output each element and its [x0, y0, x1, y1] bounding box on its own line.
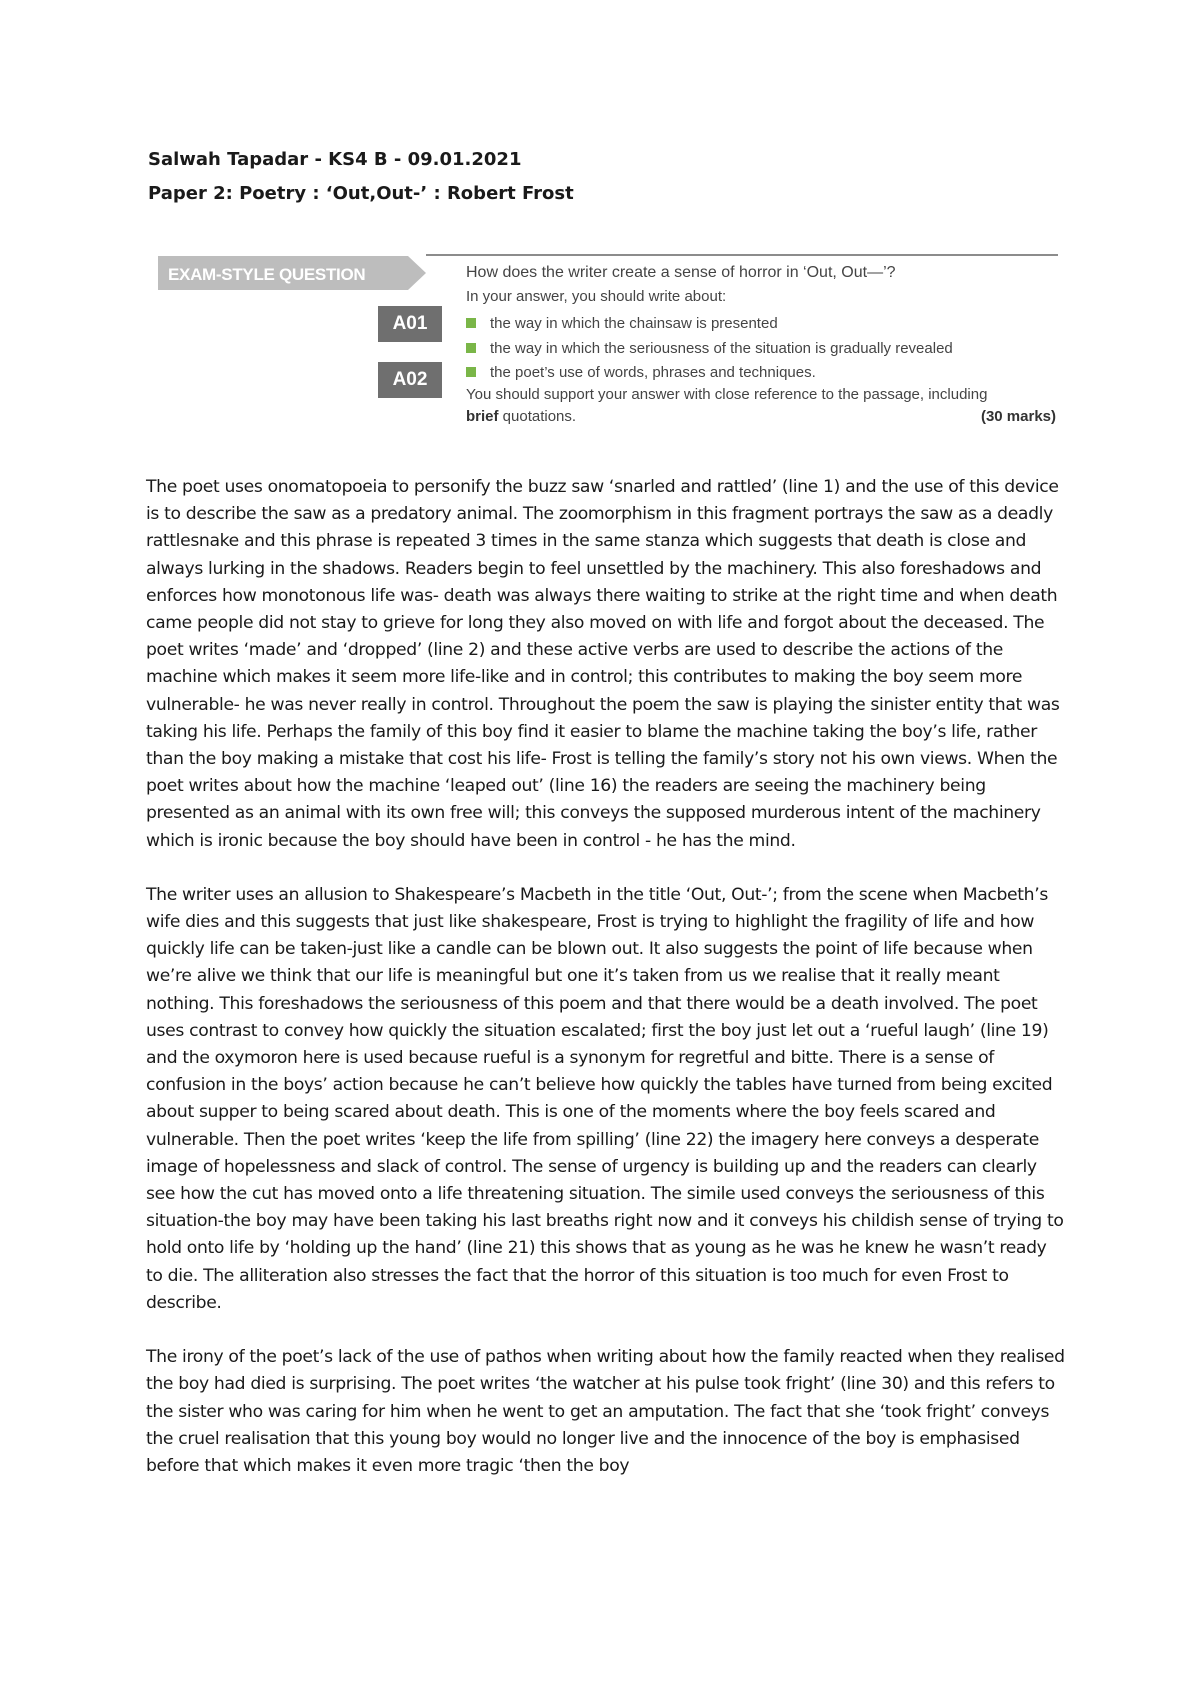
- essay-paragraph: The writer uses an allusion to Shakespeare’s Macbeth in the title ‘Out, Out-’; from the scene when Macbeth’s wife dies and this suggests that just like shakespeare, Frost is trying to highlight the fragility of life and how quickly life can be taken-just like a candle can be blown out. It also suggests the point of life because when we’re alive we think that our life is meaningful but one it’s taken from us we realise that it really meant nothing. This foreshadows the seriousness of this poem and that there would be a death involved. The poet uses contrast to convey how quickly the situation escalated; first the boy just let out a ‘rueful laugh’ (line 19) and the oxymoron here is used because rueful is a synonym for regretful and bitte. There is a sense of confusion in the boys’ action because he can’t believe how quickly the tables have turned from being excited about supper to being scared about death. This is one of the moments where the boy feels scared and vulnerable. Then the poet writes ‘keep the life from spilling’ (line 22) the imagery here conveys a desperate image of hopelessness and slack of control. The sense of urgency is building up and the readers can clearly see how the cut has moved onto a life threatening situation. The simile used conveys the seriousness of this situation-the boy may have been taking his last breaths right now and it conveys his childish sense of trying to hold onto life by ‘holding up the hand’ (line 21) this shows that as young as he was he knew he wasn’t ready to die. The alliteration also stresses the fact that the horror of this situation is too much for even Frost to describe.: [146, 884, 1064, 1313]
- bullet-text: the poet’s use of words, phrases and techniques.: [490, 364, 816, 381]
- essay-paragraph: The poet uses onomatopoeia to personify the buzz saw ‘snarled and rattled’ (line 1) and the use of this device is to describe the saw as a predatory animal. The zoomorphism in this fragment portrays the saw as a deadly rattlesnake and this phrase is repeated 3 times in the same stanza which suggests that death is close and always lurking in the shadows. Readers begin to feel unsettled by the machinery. This also foreshadows and enforces how monotonous life was- death was always there waiting to strike at the right time and when death came people did not stay to grieve for long they also moved on with life and forgot about the deceased. The poet writes ‘made’ and ‘dropped’ (line 2) and these active verbs are used to describe the actions of the machine which makes it seem more life-like and in control; this contributes to making the boy seem more vulnerable- he was never really in control. Throughout the poem the saw is playing the sinister entity that was taking his life. Perhaps the family of this boy find it easier to blame the machine taking the boy’s life, rather than the boy making a mistake that cost his life- Frost is telling the family’s story not his own views. When the poet writes about how the machine ‘leaped out’ (line 16) the readers are seeing the machinery being presented as an animal with its own free will; this conveys the supposed murderous intent of the machinery which is ironic because the boy should have been in control - he has the mind.: [146, 477, 1060, 851]
- author-class-date: Salwah Tapadar - KS4 B - 09.01.2021: [148, 149, 522, 170]
- bullet-item: [466, 362, 816, 382]
- essay-body: [146, 474, 1066, 1507]
- marks-label: (30 marks): [980, 408, 1056, 425]
- quotations-text: quotations.: [498, 408, 577, 425]
- exam-banner-label: EXAM-STYLE QUESTION: [168, 265, 366, 284]
- divider: [426, 254, 1058, 256]
- bullet-item: [466, 338, 953, 358]
- exam-instruction: In your answer, you should write about:: [466, 288, 727, 305]
- ao1-badge: A01: [378, 306, 442, 342]
- bullet-text: the way in which the chainsaw is presented: [490, 315, 778, 332]
- exam-banner: [158, 256, 408, 290]
- exam-question: How does the writer create a sense of horror in ‘Out, Out—’?: [466, 264, 896, 281]
- bullet-text: the way in which the seriousness of the situation is gradually revealed: [490, 340, 953, 357]
- exam-brief-line: [466, 408, 1056, 425]
- brief-word: brief: [466, 408, 499, 425]
- bullet-item: [466, 313, 778, 333]
- green-square-bullet-icon: [466, 318, 476, 328]
- exam-support-instruction: You should support your answer with close reference to the passage, including: [466, 386, 988, 403]
- essay-paragraph: The irony of the poet’s lack of the use of pathos when writing about how the family reacted when they realised the boy had died is surprising. The poet writes ‘the watcher at his pulse took fright’ (line 30) and this refers to the sister who was caring for him when he went to get an amputation. The fact that she ‘took fright’ conveys the cruel realisation that this young boy would no longer live and the innocence of the boy is emphasised before that which makes it even more tragic ‘then the boy: [146, 1347, 1065, 1476]
- paper-title: Paper 2: Poetry : ‘Out,Out-’ : Robert Frost: [148, 183, 574, 204]
- exam-question-box: [158, 252, 1058, 432]
- ao2-badge: A02: [378, 362, 442, 398]
- green-square-bullet-icon: [466, 367, 476, 377]
- green-square-bullet-icon: [466, 343, 476, 353]
- banner-arrow-shape: [408, 256, 426, 290]
